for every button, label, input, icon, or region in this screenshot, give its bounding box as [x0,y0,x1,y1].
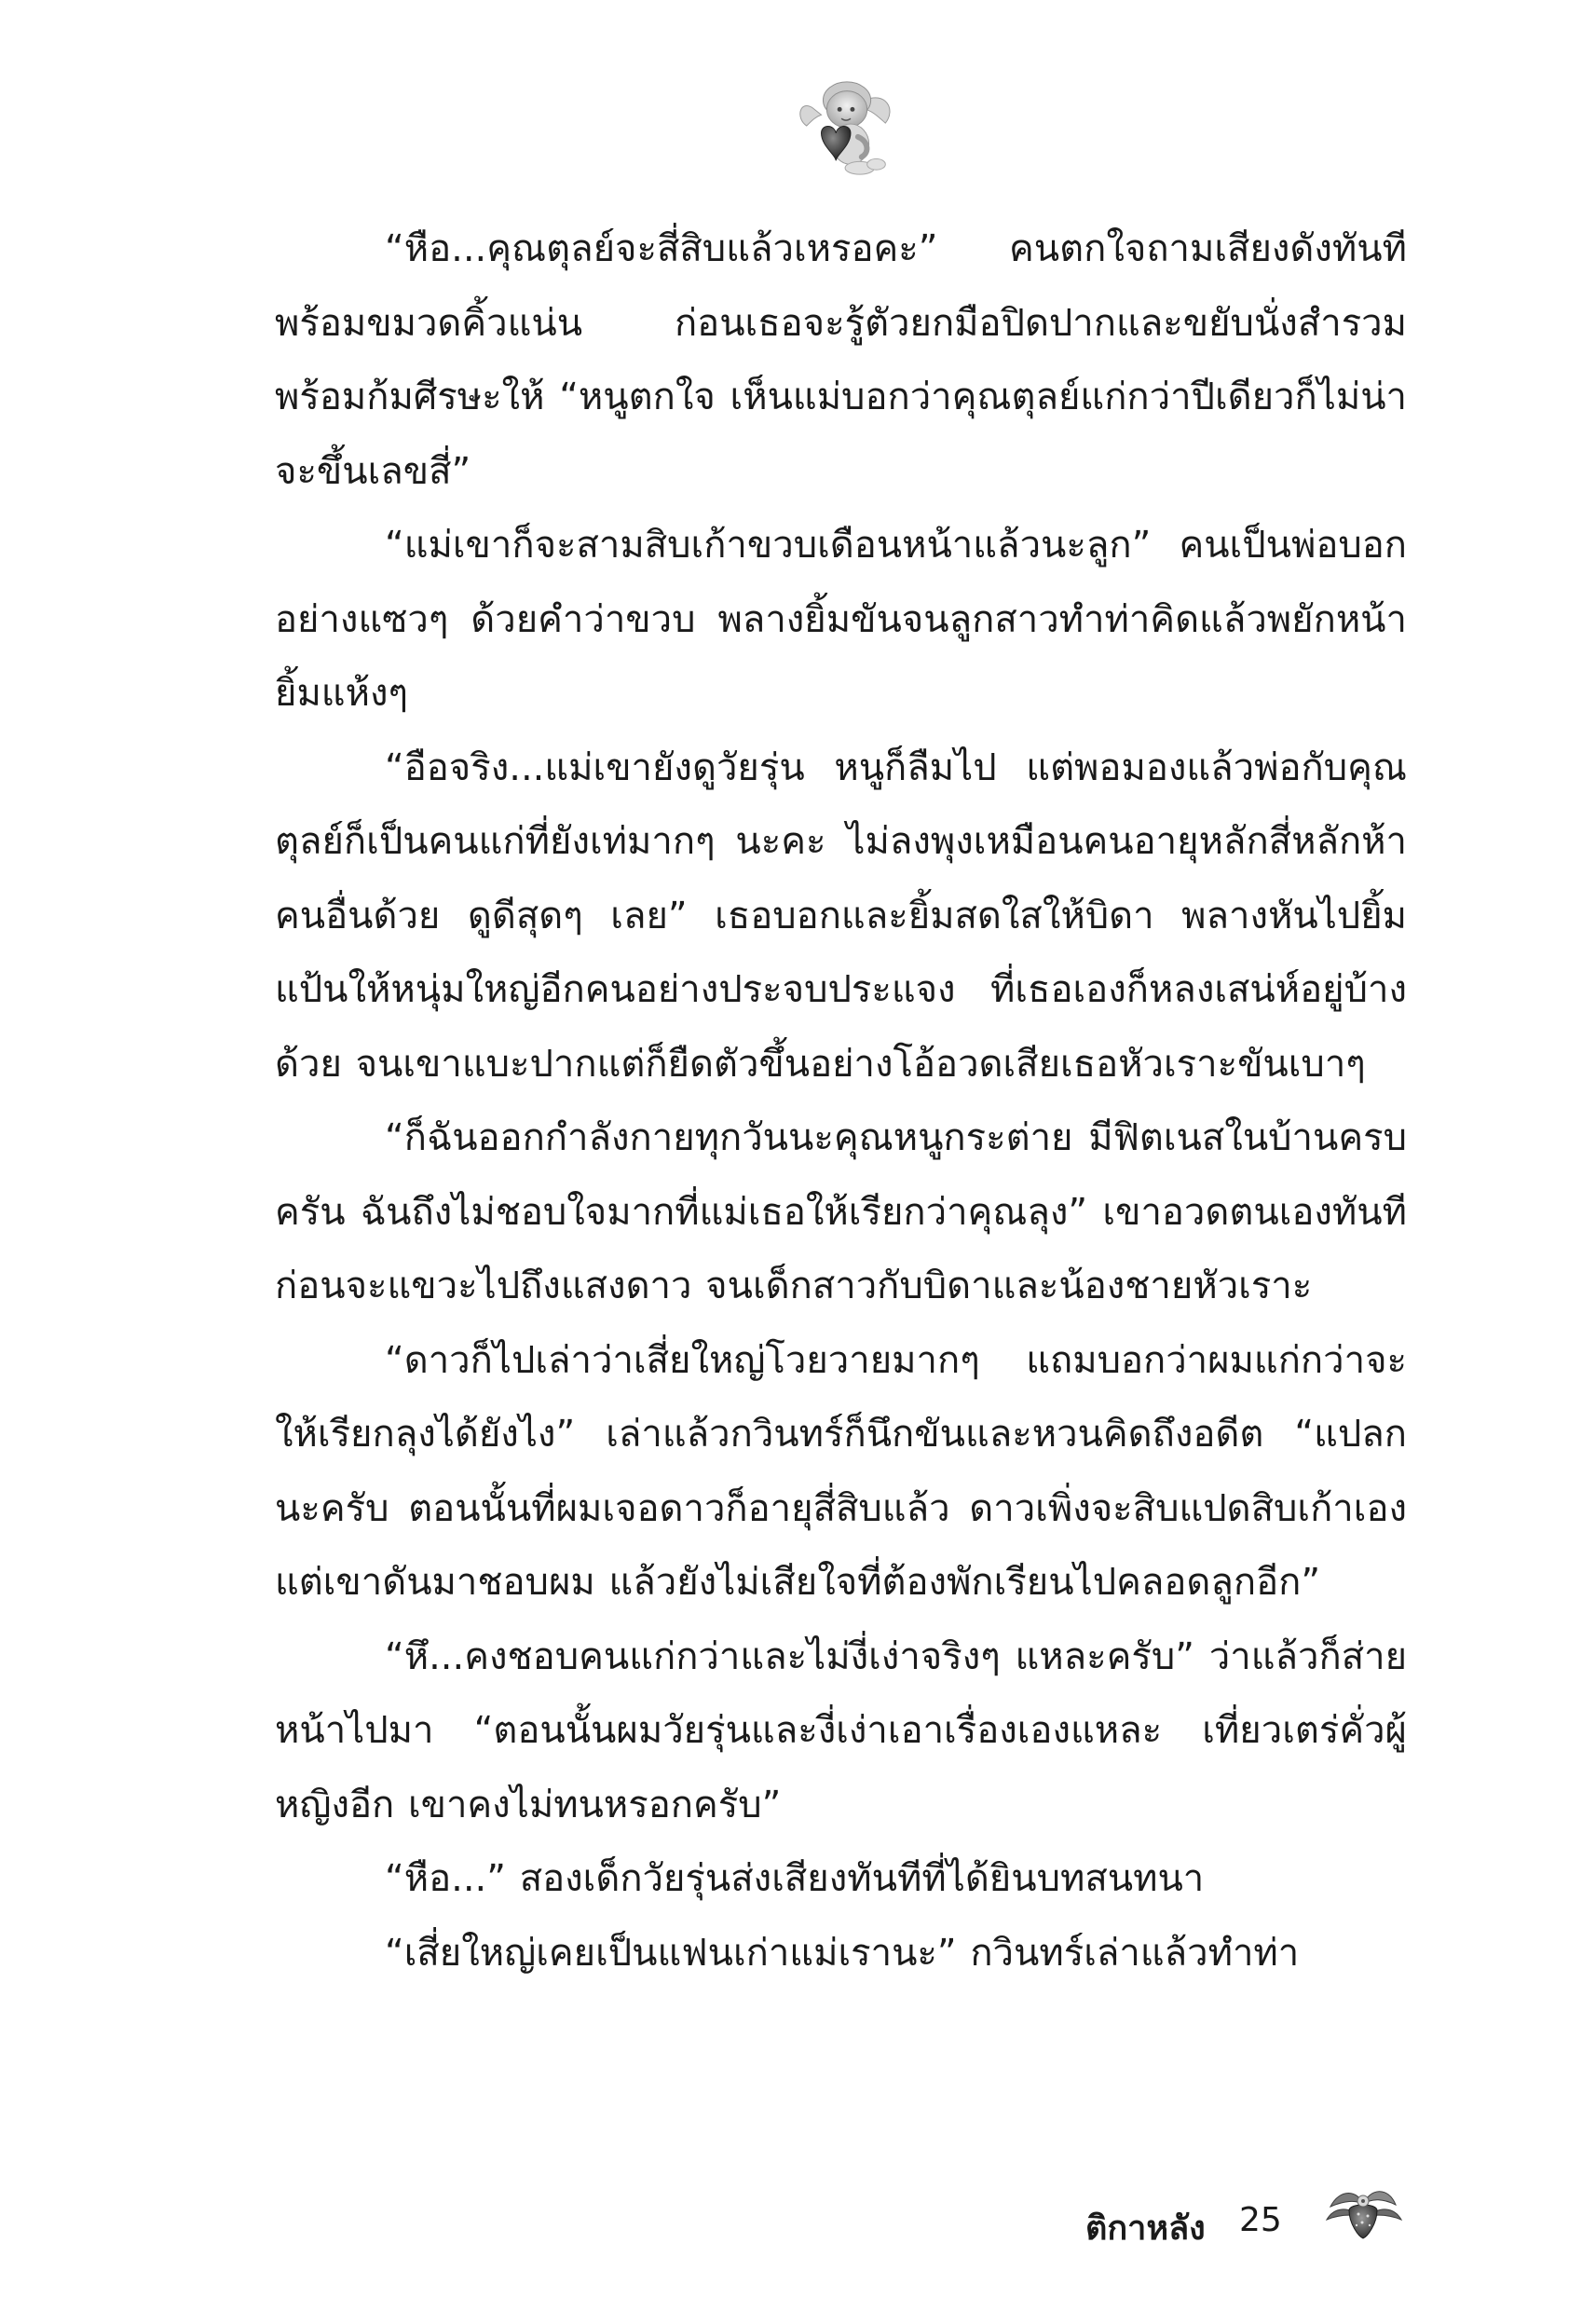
paragraph: “อือจริง...แม่เขายังดูวัยรุ่น หนูก็ลืมไป แต่พอมองแล้วพ่อกับคุณตุลย์ก็เป็นคนแก่ที่ยังเท่มากๆ นะคะ ไม่ลงพุงเหมือนคนอายุหลักสี่หลักห้าคนอื่นด้วย ดูดีสุดๆ เลย” เธอบอกและยิ้มสดใสให้บิดา พลางหันไปยิ้มแป้นให้หนุ่มใหญ่อีกคนอย่างประจบประแจง ที่เธอเองก็หลงเสน่ห์อยู่บ้างด้วย จนเขาแบะปากแต่ก็ยืดตัวขึ้นอย่างโอ้อวดเสียเธอหัวเราะขันเบาๆ [275,745,1407,1086]
cupid-heart-icon [794,73,904,183]
strawberry-icon [1321,2179,1405,2244]
page-number: 25 [1239,2201,1282,2239]
paragraph: “หือ...” สองเด็กวัยรุ่นส่งเสียงทันทีที่ได้ยินบทสนทนา [385,1857,1205,1900]
paragraph: “แม่เขาก็จะสามสิบเก้าขวบเดือนหน้าแล้วนะลูก” คนเป็นพ่อบอกอย่างแซวๆ ด้วยคำว่าขวบ พลางยิ้มขันจนลูกสาวทำท่าคิดแล้วพยักหน้ายิ้มแห้งๆ [275,524,1407,715]
running-title: ติกาหลัง [1085,2209,1206,2248]
paragraph: “หึ...คงชอบคนแก่กว่าและไม่งี่เง่าจริงๆ แหละครับ” ว่าแล้วก็ส่ายหน้าไปมา “ตอนนั้นผมวัยรุ่นและงี่เง่าเอาเรื่องเองแหละ เที่ยวเตร่คั่วผู้หญิงอีก เขาคงไม่ทนหรอกครับ” [275,1634,1407,1826]
paragraph: “หือ...คุณตุลย์จะสี่สิบแล้วเหรอคะ” คนตกใจถามเสียงดังทันทีพร้อมขมวดคิ้วแน่น ก่อนเธอจะรู้ตัวยกมือปิดปากและขยับนั่งสำรวมพร้อมก้มศีรษะให้ “หนูตกใจ เห็นแม่บอกว่าคุณตุลย์แก่กว่าปีเดียวก็ไม่น่าจะขึ้นเลขสี่” [275,227,1407,493]
paragraph: “เสี่ยใหญ่เคยเป็นแฟนเก่าแม่เรานะ” กวินทร์เล่าแล้วทำท่า [385,1931,1300,1975]
body-text [275,212,1407,1990]
paragraph: “ก็ฉันออกกำลังกายทุกวันนะคุณหนูกระต่าย มีฟิตเนสในบ้านครบครัน ฉันถึงไม่ชอบใจมากที่แม่เธอให้เรียกว่าคุณลุง” เขาอวดตนเองทันที ก่อนจะแขวะไปถึงแสงดาว จนเด็กสาวกับบิดาและน้องชายหัวเราะ [275,1116,1407,1307]
paragraph: “ดาวก็ไปเล่าว่าเสี่ยใหญ่โวยวายมากๆ แถมบอกว่าผมแก่กว่าจะให้เรียกลุงได้ยังไง” เล่าแล้วกวินทร์ก็นึกขันและหวนคิดถึงอดีต “แปลกนะครับ ตอนนั้นที่ผมเจอดาวก็อายุสี่สิบแล้ว ดาวเพิ่งจะสิบแปดสิบเก้าเอง แต่เขาดันมาชอบผม แล้วยังไม่เสียใจที่ต้องพักเรียนไปคลอดลูกอีก” [275,1338,1407,1604]
